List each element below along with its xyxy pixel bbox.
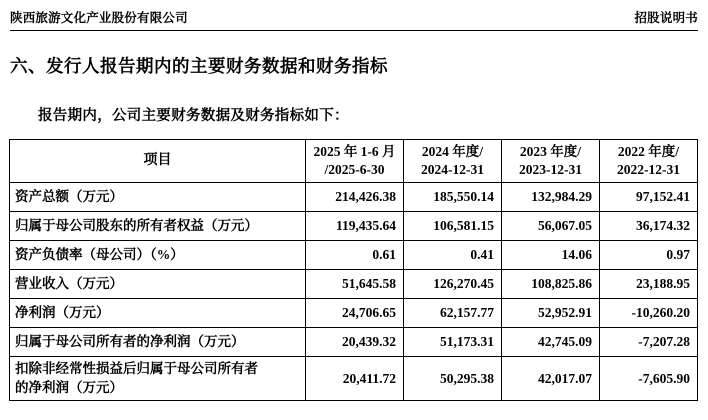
row-value-2022: 97,152.41	[600, 183, 698, 212]
row-value-2023: 56,067.05	[502, 212, 600, 241]
row-label: 归属于母公司所有者的净利润（万元）	[10, 328, 306, 357]
row-value-2022: 0.97	[600, 241, 698, 270]
row-value-2023: 132,984.29	[502, 183, 600, 212]
table-header-row	[10, 140, 698, 183]
table-row	[10, 328, 698, 357]
row-label: 净利润（万元）	[10, 299, 306, 328]
column-header-2025h1-line1: 2025 年 1-6 月	[313, 143, 396, 159]
row-value-2023: 42,017.07	[502, 357, 600, 401]
row-value-2022: -7,605.90	[600, 357, 698, 401]
row-value-2023: 52,952.91	[502, 299, 600, 328]
running-header	[8, 0, 700, 30]
row-value-2023: 14.06	[502, 241, 600, 270]
row-value-2023: 108,825.86	[502, 270, 600, 299]
row-label: 资产负债率（母公司）（%）	[10, 241, 306, 270]
financial-data-table	[9, 139, 698, 401]
page-title: 六、发行人报告期内的主要财务数据和财务指标	[10, 56, 388, 76]
table-body	[10, 183, 698, 401]
row-label-line1: 扣除非经常性损益后归属于母公司所有者	[15, 361, 258, 377]
lead-paragraph: 报告期内，公司主要财务数据及财务指标如下：	[38, 108, 349, 124]
row-value-2025h1: 20,411.72	[306, 357, 404, 401]
table-row	[10, 357, 698, 401]
column-header-2025h1-line2: /2025-6-30	[324, 162, 385, 177]
row-value-2022: 23,188.95	[600, 270, 698, 299]
row-value-2025h1: 24,706.65	[306, 299, 404, 328]
column-header-item: 项目	[10, 140, 306, 183]
column-header-2024-line1: 2024 年度/	[421, 143, 484, 159]
column-header-2022-line2: 2022-12-31	[617, 162, 680, 177]
row-value-2024: 62,157.77	[404, 299, 502, 328]
row-value-2025h1: 119,435.64	[306, 212, 404, 241]
row-value-2025h1: 20,439.32	[306, 328, 404, 357]
column-header-2022	[600, 140, 698, 183]
row-value-2025h1: 51,645.58	[306, 270, 404, 299]
row-value-2022: -10,260.20	[600, 299, 698, 328]
row-value-2022: 36,174.32	[600, 212, 698, 241]
column-header-2025h1	[306, 140, 404, 183]
table-row	[10, 212, 698, 241]
column-header-2024-line2: 2024-12-31	[421, 162, 484, 177]
table-header	[10, 140, 698, 183]
table-row	[10, 241, 698, 270]
row-value-2025h1: 0.61	[306, 241, 404, 270]
table-row	[10, 299, 698, 328]
row-value-2024: 51,173.31	[404, 328, 502, 357]
header-document-type: 招股说明书	[634, 11, 698, 25]
row-label: 营业收入（万元）	[10, 270, 306, 299]
row-value-2024: 106,581.15	[404, 212, 502, 241]
column-header-2023-line2: 2023-12-31	[519, 162, 582, 177]
header-divider	[10, 30, 698, 31]
column-header-2023-line1: 2023 年度/	[519, 143, 582, 159]
row-value-2022: -7,207.28	[600, 328, 698, 357]
column-header-2023	[502, 140, 600, 183]
row-value-2024: 0.41	[404, 241, 502, 270]
table-row	[10, 183, 698, 212]
row-value-2024: 50,295.38	[404, 357, 502, 401]
row-value-2025h1: 214,426.38	[306, 183, 404, 212]
row-value-2024: 126,270.45	[404, 270, 502, 299]
table-row	[10, 270, 698, 299]
row-value-2024: 185,550.14	[404, 183, 502, 212]
column-header-2024	[404, 140, 502, 183]
row-label: 归属于母公司股东的所有者权益（万元）	[10, 212, 306, 241]
row-label-line2: 的净利润（万元）	[15, 379, 123, 395]
row-value-2023: 42,745.09	[502, 328, 600, 357]
row-label: 资产总额（万元）	[10, 183, 306, 212]
row-label	[10, 357, 306, 401]
column-header-2022-line1: 2022 年度/	[617, 143, 680, 159]
header-company-name: 陕西旅游文化产业股份有限公司	[10, 11, 188, 25]
